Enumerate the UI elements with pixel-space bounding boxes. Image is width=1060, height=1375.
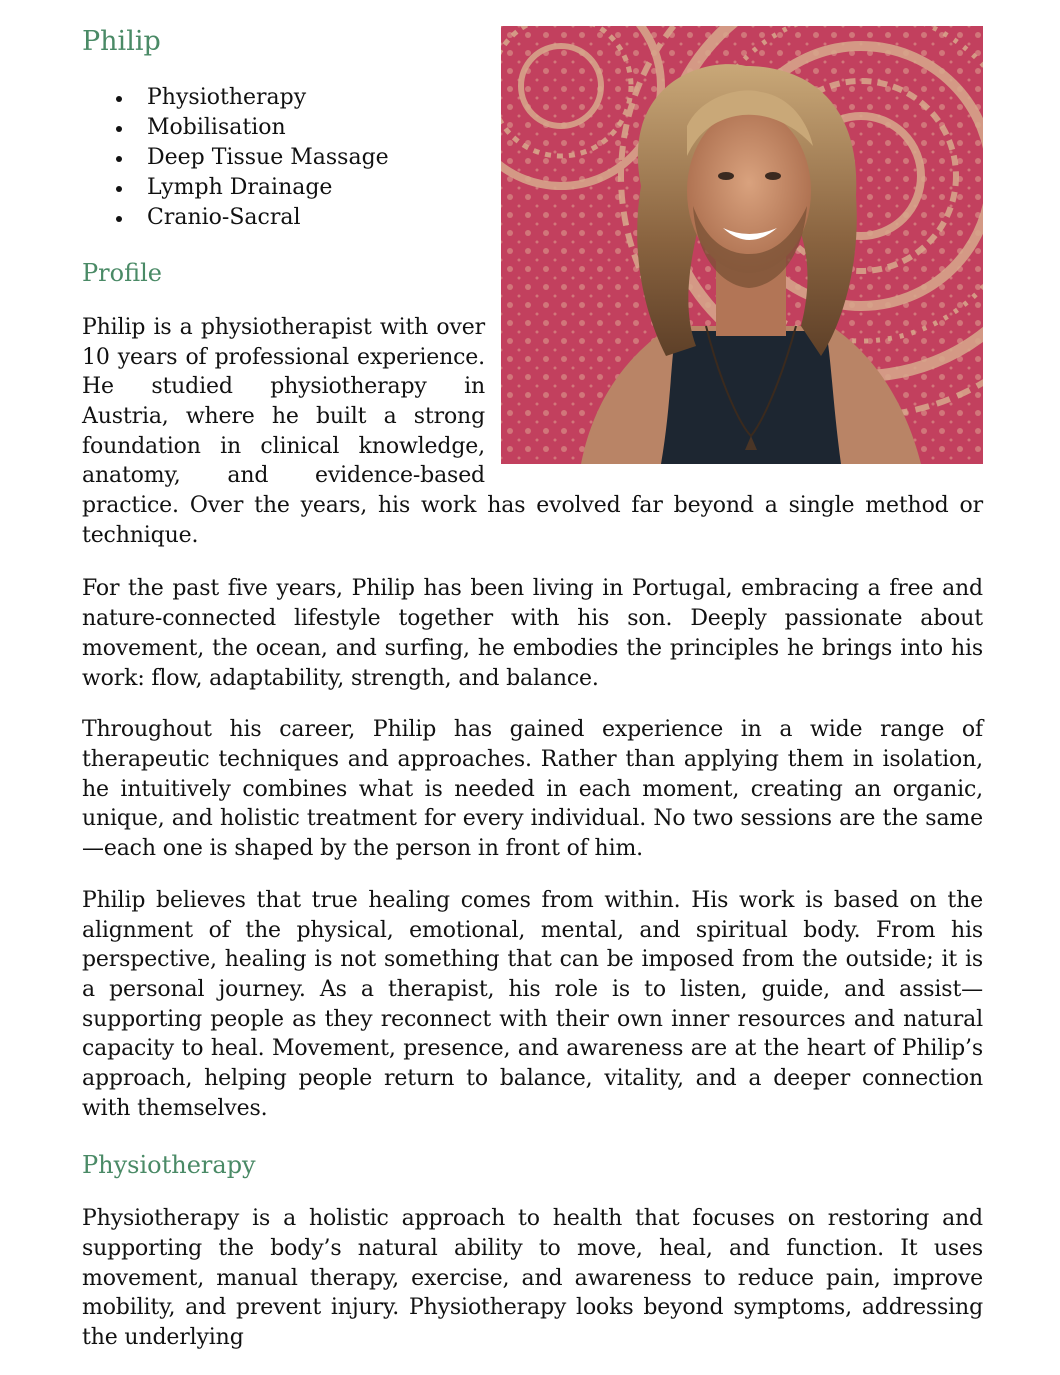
profile-heading: Profile — [82, 259, 162, 288]
service-item: Cranio-Sacral — [147, 203, 983, 233]
services-list — [82, 83, 983, 233]
service-item: Lymph Drainage — [147, 173, 983, 203]
profile-paragraph: Philip believes that true healing comes from within. His work is based on the alignment of the physical, emotional, mental, and spiritual body. From his perspective, healing is not something that can be imposed from the outside; it is a personal journey. As a therapist, his role is to listen, guide, and assist—supporting people as they reconnect with their own inner resources and natural capacity to heal. Movement, presence, and awareness are at the heart of Philip’s approach, helping people return to balance, vitality, and a deeper connection with themselves. — [82, 887, 983, 1121]
physiotherapy-heading: Physiotherapy — [82, 1151, 256, 1180]
document-page — [82, 22, 983, 1375]
profile-paragraph: Philip is a physiotherapist with over 10 years of professional experience. He studied physiotherapy in Austria, where he built a strong foundation in clinical knowledge, anatomy, and evidence-based practice. Over the years, his work has evolved far beyond a single method or technique. — [82, 314, 983, 548]
profile-paragraph: Throughout his career, Philip has gained experience in a wide range of therapeutic techniques and approaches. Rather than applying them in isolation, he intuitively combines what is needed in each moment, creating an organic, unique, and holistic treatment for every individual. No two sessions are the same—each one is shaped by the person in front of him. — [82, 717, 983, 862]
service-item: Deep Tissue Massage — [147, 143, 983, 173]
physiotherapy-paragraph: Physiotherapy is a holistic approach to health that focuses on restoring and supporting the body’s natural ability to move, heal, and function. It uses movement, manual therapy, exercise, and awareness to reduce pain, improve mobility, and prevent injury. Physiotherapy looks beyond symptoms, addressing the underlying — [82, 1206, 983, 1351]
service-item: Mobilisation — [147, 113, 983, 143]
service-item: Physiotherapy — [147, 83, 983, 113]
profile-paragraph: For the past five years, Philip has been living in Portugal, embracing a free and nature-connected lifestyle together with his son. Deeply passionate about movement, the ocean, and surfing, he embodies the principles he brings into his work: flow, adaptability, strength, and balance. — [82, 576, 983, 691]
person-name-heading: Philip — [82, 26, 161, 57]
